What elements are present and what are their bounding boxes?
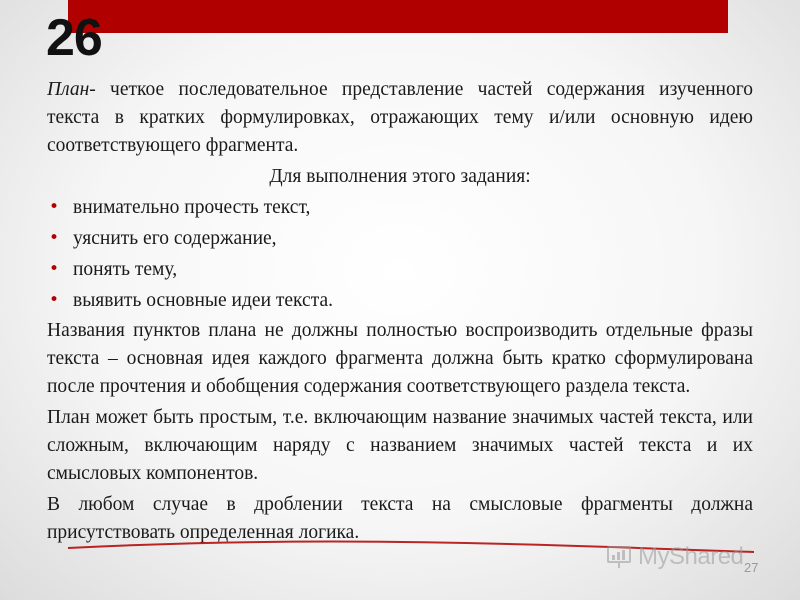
list-item-text: внимательно прочесть текст, [73,197,311,218]
bullet-icon: • [49,228,60,248]
watermark-logo [606,538,766,576]
intro-paragraph [47,76,753,160]
bullet-icon: • [49,290,60,310]
presentation-icon [606,544,632,570]
slide-title: 26 [46,9,102,67]
task-list [47,193,753,315]
bullet-icon: • [49,197,60,217]
plan-names-paragraph: Названия пунктов плана не должны полностью воспроизводить отдельные фразы текста – основная идея каждого фрагмента должна быть кратко сформулирована после прочтения и обобщения содержания соответствующего раздела текста. [47,320,753,397]
list-item [47,286,753,315]
list-item [47,224,753,253]
top-accent-bar [68,0,728,33]
plan-types-paragraph: План может быть простым, т.е. включающим название значимых частей текста, или сложным, включающим наряду с названием значимых частей текста и их смысловых компонентов. [47,407,753,484]
slide-content [47,76,753,550]
watermark-text: MyShared [638,543,744,570]
list-item [47,255,753,284]
list-item [47,193,753,222]
page-number: 27 [744,560,759,575]
plan-logic-paragraph: В любом случае в дроблении текста на смысловые фрагменты должна присутствовать определенная логика. [47,494,753,543]
list-item-text: выявить основные идеи текста. [73,290,333,311]
intro-text: - четкое последовательное представление частей содержания изученного текста в кратких формулировках, отражающих тему и/или основную идею соответствующего фрагмента. [47,79,753,156]
task-heading: Для выполнения этого задания: [269,166,531,187]
list-item-text: понять тему, [73,259,178,280]
intro-term: План [47,79,90,100]
bullet-icon: • [49,259,60,279]
list-item-text: уяснить его содержание, [73,228,277,249]
